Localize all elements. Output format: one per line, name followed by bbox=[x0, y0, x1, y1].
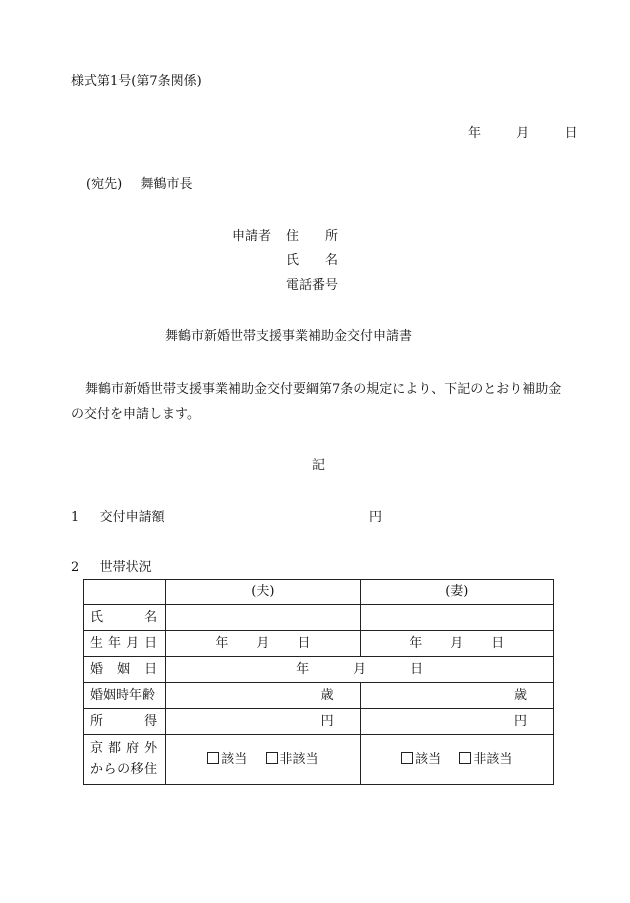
date-day: 日 bbox=[564, 126, 578, 141]
wife-name-cell[interactable] bbox=[360, 605, 553, 631]
husband-applicable-label: 該当 bbox=[221, 751, 248, 767]
marriage-date-cell[interactable]: 年 月 日 bbox=[166, 657, 554, 683]
wife-not-applicable-label: 非該当 bbox=[473, 751, 513, 767]
applicant-phone-label: 電話番号 bbox=[286, 278, 339, 293]
husband-birth-cell[interactable]: 年 月 日 bbox=[166, 631, 360, 657]
header-wife: (妻) bbox=[360, 580, 553, 605]
body-line-2: の交付を申請します。 bbox=[71, 407, 200, 422]
section-2 bbox=[71, 560, 152, 576]
husband-name-cell[interactable] bbox=[166, 605, 360, 631]
addressee-prefix: (宛先) bbox=[86, 177, 123, 192]
document-title: 舞鶴市新婚世帯支援事業補助金交付申請書 bbox=[165, 329, 413, 344]
table-row-income bbox=[84, 709, 554, 735]
husband-not-applicable-checkbox[interactable] bbox=[266, 752, 278, 764]
row-label-income: 所 得 bbox=[84, 709, 166, 735]
wife-birth-cell[interactable]: 年 月 日 bbox=[360, 631, 553, 657]
applicant-label: 申請者 bbox=[232, 229, 272, 244]
wife-not-applicable-checkbox[interactable] bbox=[459, 752, 471, 764]
addressee-name: 舞鶴市長 bbox=[140, 177, 193, 192]
ki-heading: 記 bbox=[312, 458, 326, 473]
wife-applicable-label: 該当 bbox=[415, 751, 442, 767]
date-month: 月 bbox=[516, 126, 530, 141]
table-row-marriage-age bbox=[84, 683, 554, 709]
wife-migration-cell bbox=[360, 735, 553, 785]
section-1 bbox=[71, 510, 165, 526]
row-label-marriage-age: 婚姻時年齢 bbox=[84, 683, 166, 709]
household-table bbox=[83, 579, 554, 785]
table-row-marriage-date bbox=[84, 657, 554, 683]
husband-age-cell[interactable]: 歳 bbox=[166, 683, 360, 709]
section-1-unit: 円 bbox=[369, 510, 383, 525]
wife-applicable-checkbox[interactable] bbox=[401, 752, 413, 764]
row-label-migration: 京 都 府 外 か ら の 移 住 bbox=[84, 735, 166, 785]
applicant-address-label: 住 所 bbox=[286, 229, 339, 244]
husband-applicable-checkbox[interactable] bbox=[207, 752, 219, 764]
row-label-name: 氏 名 bbox=[84, 605, 166, 631]
form-number: 様式第1号(第7条関係) bbox=[71, 74, 202, 89]
table-row-birth bbox=[84, 631, 554, 657]
husband-migration-cell bbox=[166, 735, 360, 785]
body-line-1: 舞鶴市新婚世帯支援事業補助金交付要綱第7条の規定により、下記のとおり補助金 bbox=[85, 382, 562, 397]
row-label-birth: 生 年 月 日 bbox=[84, 631, 166, 657]
date-line bbox=[468, 126, 578, 142]
table-row-name bbox=[84, 605, 554, 631]
wife-age-cell[interactable]: 歳 bbox=[360, 683, 553, 709]
section-2-label: 世帯状況 bbox=[99, 560, 152, 575]
wife-income-cell[interactable]: 円 bbox=[360, 709, 553, 735]
husband-not-applicable-label: 非該当 bbox=[279, 751, 319, 767]
header-blank-cell bbox=[84, 580, 166, 605]
header-husband: (夫) bbox=[166, 580, 360, 605]
table-header-row bbox=[84, 580, 554, 605]
table-row-migration bbox=[84, 735, 554, 785]
section-1-label: 交付申請額 bbox=[99, 510, 165, 525]
date-year: 年 bbox=[468, 126, 482, 141]
row-label-marriage-date: 婚 姻 日 bbox=[84, 657, 166, 683]
addressee bbox=[86, 177, 192, 193]
section-1-number: 1 bbox=[71, 510, 80, 525]
husband-income-cell[interactable]: 円 bbox=[166, 709, 360, 735]
applicant-name-label: 氏 名 bbox=[286, 253, 339, 268]
section-2-number: 2 bbox=[71, 560, 80, 575]
